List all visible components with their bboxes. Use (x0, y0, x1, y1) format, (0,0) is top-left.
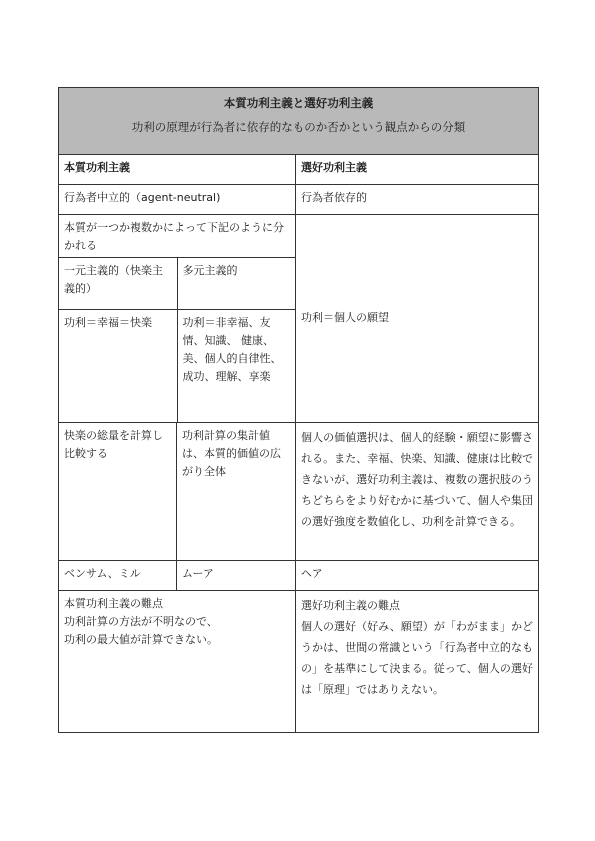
essential-difficulty-cell (59, 590, 296, 732)
col-title-essential: 本質功利主義 (59, 155, 296, 185)
preference-difficulty-cell (296, 590, 539, 732)
preference-difficulty-body: 個人の選好（好み、願望）が「わがまま」かどうかは、世間の常識という「行為者中立的なもの」を基準にして決まる。従って、個人の選好は「原理」ではありえない。 (301, 619, 534, 696)
monism-calculation: 快楽の総量を計算し比較する (59, 422, 177, 560)
essential-difficulty-body: 功利計算の方法が不明なので、 功利の最大値が計算できない。 (64, 614, 218, 646)
table-title: 本質功利主義と選好功利主義 (223, 96, 374, 110)
preference-definition: 功利＝個人の願望 (296, 215, 539, 423)
pluralism-calculation: 功利計算の集計値は、本質的価値の広がり全体 (177, 422, 296, 560)
cell-agent-relative: 行為者依存的 (296, 185, 539, 215)
table-subtitle: 功利の原理が行為者に依存的なものか否かという観点からの分類 (131, 120, 466, 134)
table-header (59, 88, 539, 155)
monism-definition: 功利＝幸福＝快楽 (59, 310, 177, 422)
preference-calculation: 個人の価値選択は、個人的経験・願望に影響される。また、幸福、快楽、知識、健康は比較できないが、選好功利主義は、複数の選択肢のうちどちらをより好むかに基づいて、個人や集団の選好強度を数値化し、功利を計算できる。 (296, 422, 539, 560)
essential-difficulty-title: 本質功利主義の難点 (64, 596, 163, 610)
monism-thinkers: ベンサム、ミル (59, 560, 177, 590)
pluralism-label: 多元主義的 (177, 258, 296, 310)
pluralism-thinkers: ムーア (177, 560, 296, 590)
preference-thinker: ヘア (296, 560, 539, 590)
split-intro: 本質が一つか複数かによって下記のように分かれる (64, 221, 284, 252)
split-inner-table (59, 257, 296, 422)
comparison-table (58, 87, 539, 733)
split-cell (59, 215, 296, 423)
col-title-preference: 選好功利主義 (296, 155, 539, 185)
document-sheet (58, 87, 538, 733)
cell-agent-neutral: 行為者中立的（agent-neutral) (59, 185, 296, 215)
monism-label: 一元主義的（快楽主義的） (59, 258, 177, 310)
preference-difficulty-title: 選好功利主義の難点 (301, 598, 400, 612)
pluralism-definition: 功利＝非幸福、友情、知識、 健康、美、個人的自律性、成功、理解、享楽 (177, 310, 296, 422)
